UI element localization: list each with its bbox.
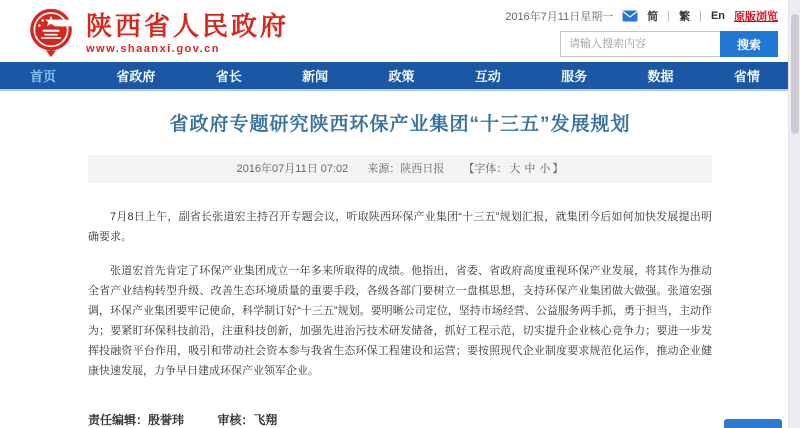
nav-item-home[interactable]: 首页 bbox=[30, 69, 57, 84]
nav-item-provincial-government[interactable]: 省政府 bbox=[116, 69, 156, 84]
search-button[interactable]: 搜索 bbox=[720, 31, 778, 57]
nav-item-news[interactable]: 新闻 bbox=[302, 69, 329, 84]
lang-traditional[interactable]: 繁 bbox=[679, 11, 691, 23]
site-title: 陕西省人民政府 bbox=[86, 11, 290, 41]
nav-item-data[interactable]: 数据 bbox=[647, 69, 674, 84]
national-emblem-icon bbox=[26, 7, 76, 59]
article-source: 来源：陕西日报 bbox=[367, 163, 445, 175]
nav-item-policy[interactable]: 政策 bbox=[388, 69, 415, 84]
site-header bbox=[0, 0, 800, 62]
editor-line bbox=[88, 411, 712, 428]
floating-widget-fragment[interactable] bbox=[724, 419, 782, 428]
scrollbar[interactable] bbox=[788, 0, 800, 428]
font-selector-prefix: 【字体： bbox=[463, 163, 508, 175]
site-url: www.shaanxi.gov.cn bbox=[86, 43, 220, 55]
scrollbar-thumb[interactable] bbox=[791, 14, 799, 134]
article-paragraph: 张道宏首先肯定了环保产业集团成立一年多来所取得的成绩。他指出，省委、省政府高度重视环保产业发展，将其作为推动全省产业结构转型升级、改善生态环境质量的重要手段，各级各部门要树立一盘棋思想，支持环保产业集团做大做强。张道宏强调，环保产业集团要牢记使命，科学制订好“十三五”规划。要明晰公司定位，坚持市场经营、公益服务两手抓，勇于担当，主动作为；要紧盯环保科技前沿，注重科技创新，加强先进治污技术研发储备，抓好工程示范，切实提升企业核心竞争力；要进一步发挥投融资平台作用，吸引和带动社会资本参与我省生态环保工程建设和运营；要按照现代企业制度要求规范化运作，推动企业健康快速发展，力争早日建成环保产业领军企业。 bbox=[88, 265, 712, 377]
main-nav bbox=[0, 62, 800, 91]
lang-separator: | bbox=[699, 10, 702, 22]
lang-separator: | bbox=[667, 10, 671, 22]
nav-item-province-info[interactable]: 省情 bbox=[733, 69, 760, 84]
site-logo-link[interactable] bbox=[26, 5, 289, 59]
search-input[interactable] bbox=[560, 31, 720, 57]
font-size-small[interactable]: 小 bbox=[539, 163, 551, 175]
nav-item-services[interactable]: 服务 bbox=[561, 69, 588, 84]
font-size-selector bbox=[463, 163, 563, 175]
nav-item-governor[interactable]: 省长 bbox=[215, 69, 242, 84]
lang-simplified[interactable]: 简 bbox=[647, 11, 659, 23]
article-meta-bar bbox=[88, 155, 712, 183]
reviewer-name: 审核：飞翔 bbox=[217, 413, 278, 427]
article-title: 省政府专题研究陕西环保产业集团“十三五”发展规划 bbox=[169, 114, 631, 135]
editor-name: 责任编辑：殷誉玮 bbox=[88, 413, 185, 427]
article-paragraph: 7月8日上午，副省长张道宏主持召开专题会议，听取陕西环保产业集团“十三五”规划汇报，就集团今后如何加快发展提出明确要求。 bbox=[88, 211, 712, 243]
lang-english[interactable]: En bbox=[710, 10, 725, 22]
mail-icon[interactable] bbox=[622, 10, 638, 22]
current-date: 2016年7月11日星期一 bbox=[505, 11, 614, 23]
nav-item-interaction[interactable]: 互动 bbox=[474, 69, 501, 84]
font-size-large[interactable]: 大 bbox=[509, 163, 521, 175]
font-selector-suffix: 】 bbox=[552, 163, 564, 175]
original-view-link[interactable]: 原版浏览 bbox=[734, 11, 778, 23]
font-size-medium[interactable]: 中 bbox=[524, 163, 536, 175]
article-page bbox=[88, 91, 712, 428]
publish-time: 2016年07月11日 07:02 bbox=[236, 163, 349, 175]
article-body bbox=[88, 207, 712, 381]
